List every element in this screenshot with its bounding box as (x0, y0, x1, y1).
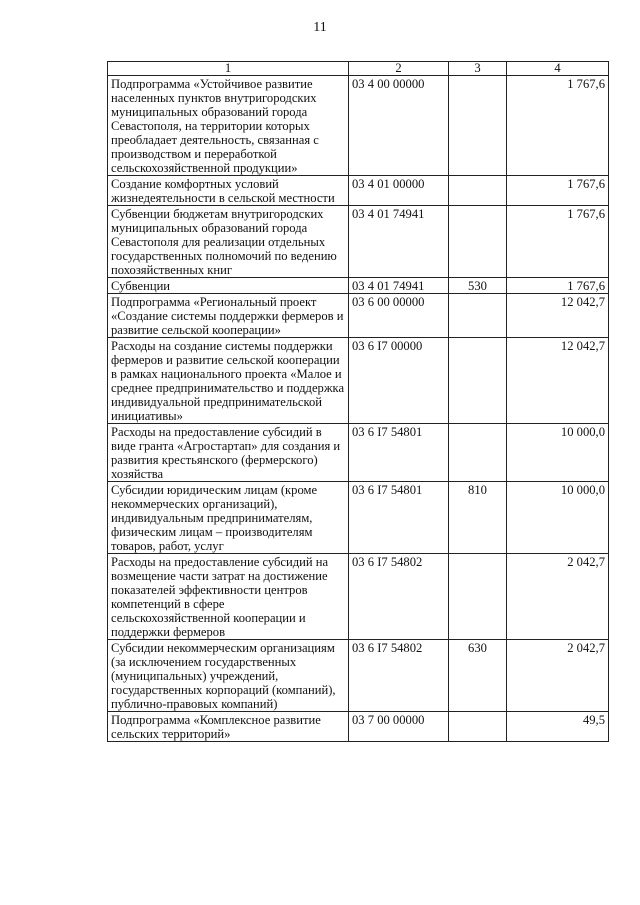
row-code: 03 4 01 74941 (349, 206, 449, 278)
row-code: 03 4 01 00000 (349, 176, 449, 206)
row-name: Подпрограмма «Региональный проект «Создание системы поддержки фермеров и развитие сельской кооперации» (108, 294, 349, 338)
row-name: Подпрограмма «Устойчивое развитие населенных пунктов внутригородских муниципальных образований города Севастополя, на территории которых преобладает деятельность, связанная с производством и переработкой сельскохозяйственной продукции» (108, 76, 349, 176)
row-code: 03 6 I7 54801 (349, 424, 449, 482)
row-amount: 1 767,6 (507, 278, 609, 294)
row-code: 03 6 I7 54802 (349, 554, 449, 640)
table-row (108, 278, 609, 294)
page-number: 11 (313, 20, 327, 35)
row-type (449, 712, 507, 742)
row-amount: 12 042,7 (507, 294, 609, 338)
row-amount: 2 042,7 (507, 640, 609, 712)
table-row (108, 554, 609, 640)
row-type (449, 424, 507, 482)
row-name: Расходы на предоставление субсидий на возмещение части затрат на достижение показателей эффективности центров компетенций в сфере сельскохозяйственной кооперации и поддержки фермеров (108, 554, 349, 640)
row-name: Подпрограмма «Комплексное развитие сельских территорий» (108, 712, 349, 742)
table-row (108, 206, 609, 278)
row-type (449, 176, 507, 206)
row-amount: 12 042,7 (507, 338, 609, 424)
row-type (449, 294, 507, 338)
row-name: Субсидии юридическим лицам (кроме некоммерческих организаций), индивидуальным предпринимателям, физическим лицам – производителям товаров, работ, услуг (108, 482, 349, 554)
table-row (108, 424, 609, 482)
row-amount: 1 767,6 (507, 206, 609, 278)
header-cell: 2 (349, 62, 449, 76)
table-row (108, 176, 609, 206)
row-amount: 1 767,6 (507, 76, 609, 176)
row-name: Расходы на предоставление субсидий в виде гранта «Агростартап» для создания и развития крестьянского (фермерского) хозяйства (108, 424, 349, 482)
row-code: 03 6 00 00000 (349, 294, 449, 338)
table-header-row (108, 62, 609, 76)
row-type (449, 554, 507, 640)
row-name: Создание комфортных условий жизнедеятельности в сельской местности (108, 176, 349, 206)
row-amount: 1 767,6 (507, 176, 609, 206)
row-name: Субсидии некоммерческим организациям (за исключением государственных (муниципальных) учреждений, государственных корпораций (компаний), публично-правовых компаний) (108, 640, 349, 712)
row-type: 630 (449, 640, 507, 712)
row-code: 03 6 I7 00000 (349, 338, 449, 424)
row-name: Субвенции бюджетам внутригородских муниципальных образований города Севастополя для реализации отдельных государственных полномочий по ведению похозяйственных книг (108, 206, 349, 278)
row-code: 03 6 I7 54802 (349, 640, 449, 712)
row-amount: 2 042,7 (507, 554, 609, 640)
row-type: 530 (449, 278, 507, 294)
row-name: Расходы на создание системы поддержки фермеров и развитие сельской кооперации в рамках национального проекта «Малое и среднее предпринимательство и поддержка индивидуальной предпринимательской инициативы» (108, 338, 349, 424)
row-type (449, 338, 507, 424)
header-cell: 4 (507, 62, 609, 76)
table-row (108, 76, 609, 176)
row-type (449, 76, 507, 176)
table-row (108, 294, 609, 338)
header-cell: 3 (449, 62, 507, 76)
table-row (108, 640, 609, 712)
row-amount: 49,5 (507, 712, 609, 742)
table-row (108, 712, 609, 742)
row-code: 03 4 00 00000 (349, 76, 449, 176)
row-code: 03 6 I7 54801 (349, 482, 449, 554)
row-type (449, 206, 507, 278)
header-cell: 1 (108, 62, 349, 76)
row-type: 810 (449, 482, 507, 554)
row-code: 03 7 00 00000 (349, 712, 449, 742)
row-name: Субвенции (108, 278, 349, 294)
row-amount: 10 000,0 (507, 424, 609, 482)
table-row (108, 482, 609, 554)
table-row (108, 338, 609, 424)
budget-table (107, 61, 609, 742)
row-amount: 10 000,0 (507, 482, 609, 554)
row-code: 03 4 01 74941 (349, 278, 449, 294)
